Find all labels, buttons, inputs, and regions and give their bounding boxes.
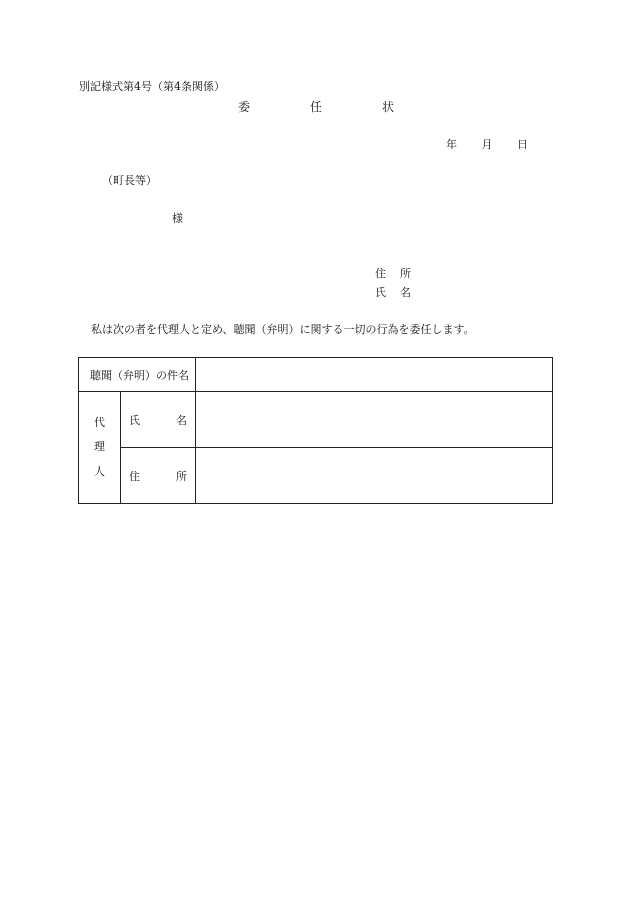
representative-address-row xyxy=(79,448,553,504)
date-month-label: 月 xyxy=(481,138,493,151)
title-char: 状 xyxy=(381,100,394,114)
title-char: 委 xyxy=(238,100,251,114)
title-char: 任 xyxy=(309,100,322,114)
recipient: （町長等） xyxy=(102,174,157,187)
matter-label: 聴聞（弁明）の件名 xyxy=(79,358,196,392)
applicant-name-label xyxy=(375,287,411,298)
label-char: 人 xyxy=(94,464,105,478)
delegation-statement: 私は次の者を代理人と定め、聴聞（弁明）に関する一切の行為を委任します。 xyxy=(91,323,475,336)
label-char: 理 xyxy=(94,440,105,454)
label-char: 氏 xyxy=(375,286,386,299)
label-char: 名 xyxy=(400,286,411,299)
representative-address-label xyxy=(121,448,196,504)
label-char: 住 xyxy=(375,267,386,280)
document-title xyxy=(238,101,394,113)
label-char: 所 xyxy=(400,267,411,280)
matter-value-field[interactable] xyxy=(196,358,553,392)
representative-name-label xyxy=(121,392,196,448)
representative-name-row xyxy=(79,392,553,448)
representative-name-field[interactable] xyxy=(196,392,553,448)
representative-address-field[interactable] xyxy=(196,448,553,504)
date-line xyxy=(446,139,528,150)
label-char: 所 xyxy=(176,469,187,483)
date-year-label: 年 xyxy=(446,138,457,151)
form-number: 別記様式第4号（第4条関係） xyxy=(79,80,225,93)
label-char: 氏 xyxy=(129,413,140,427)
matter-row xyxy=(79,358,553,392)
proxy-table xyxy=(78,357,553,504)
representative-label xyxy=(79,392,121,504)
label-char: 住 xyxy=(129,469,140,483)
date-day-label: 日 xyxy=(517,138,528,151)
label-char: 代 xyxy=(94,416,105,430)
applicant-address-label xyxy=(375,268,411,279)
label-char: 名 xyxy=(176,413,187,427)
honorific: 様 xyxy=(172,212,183,225)
